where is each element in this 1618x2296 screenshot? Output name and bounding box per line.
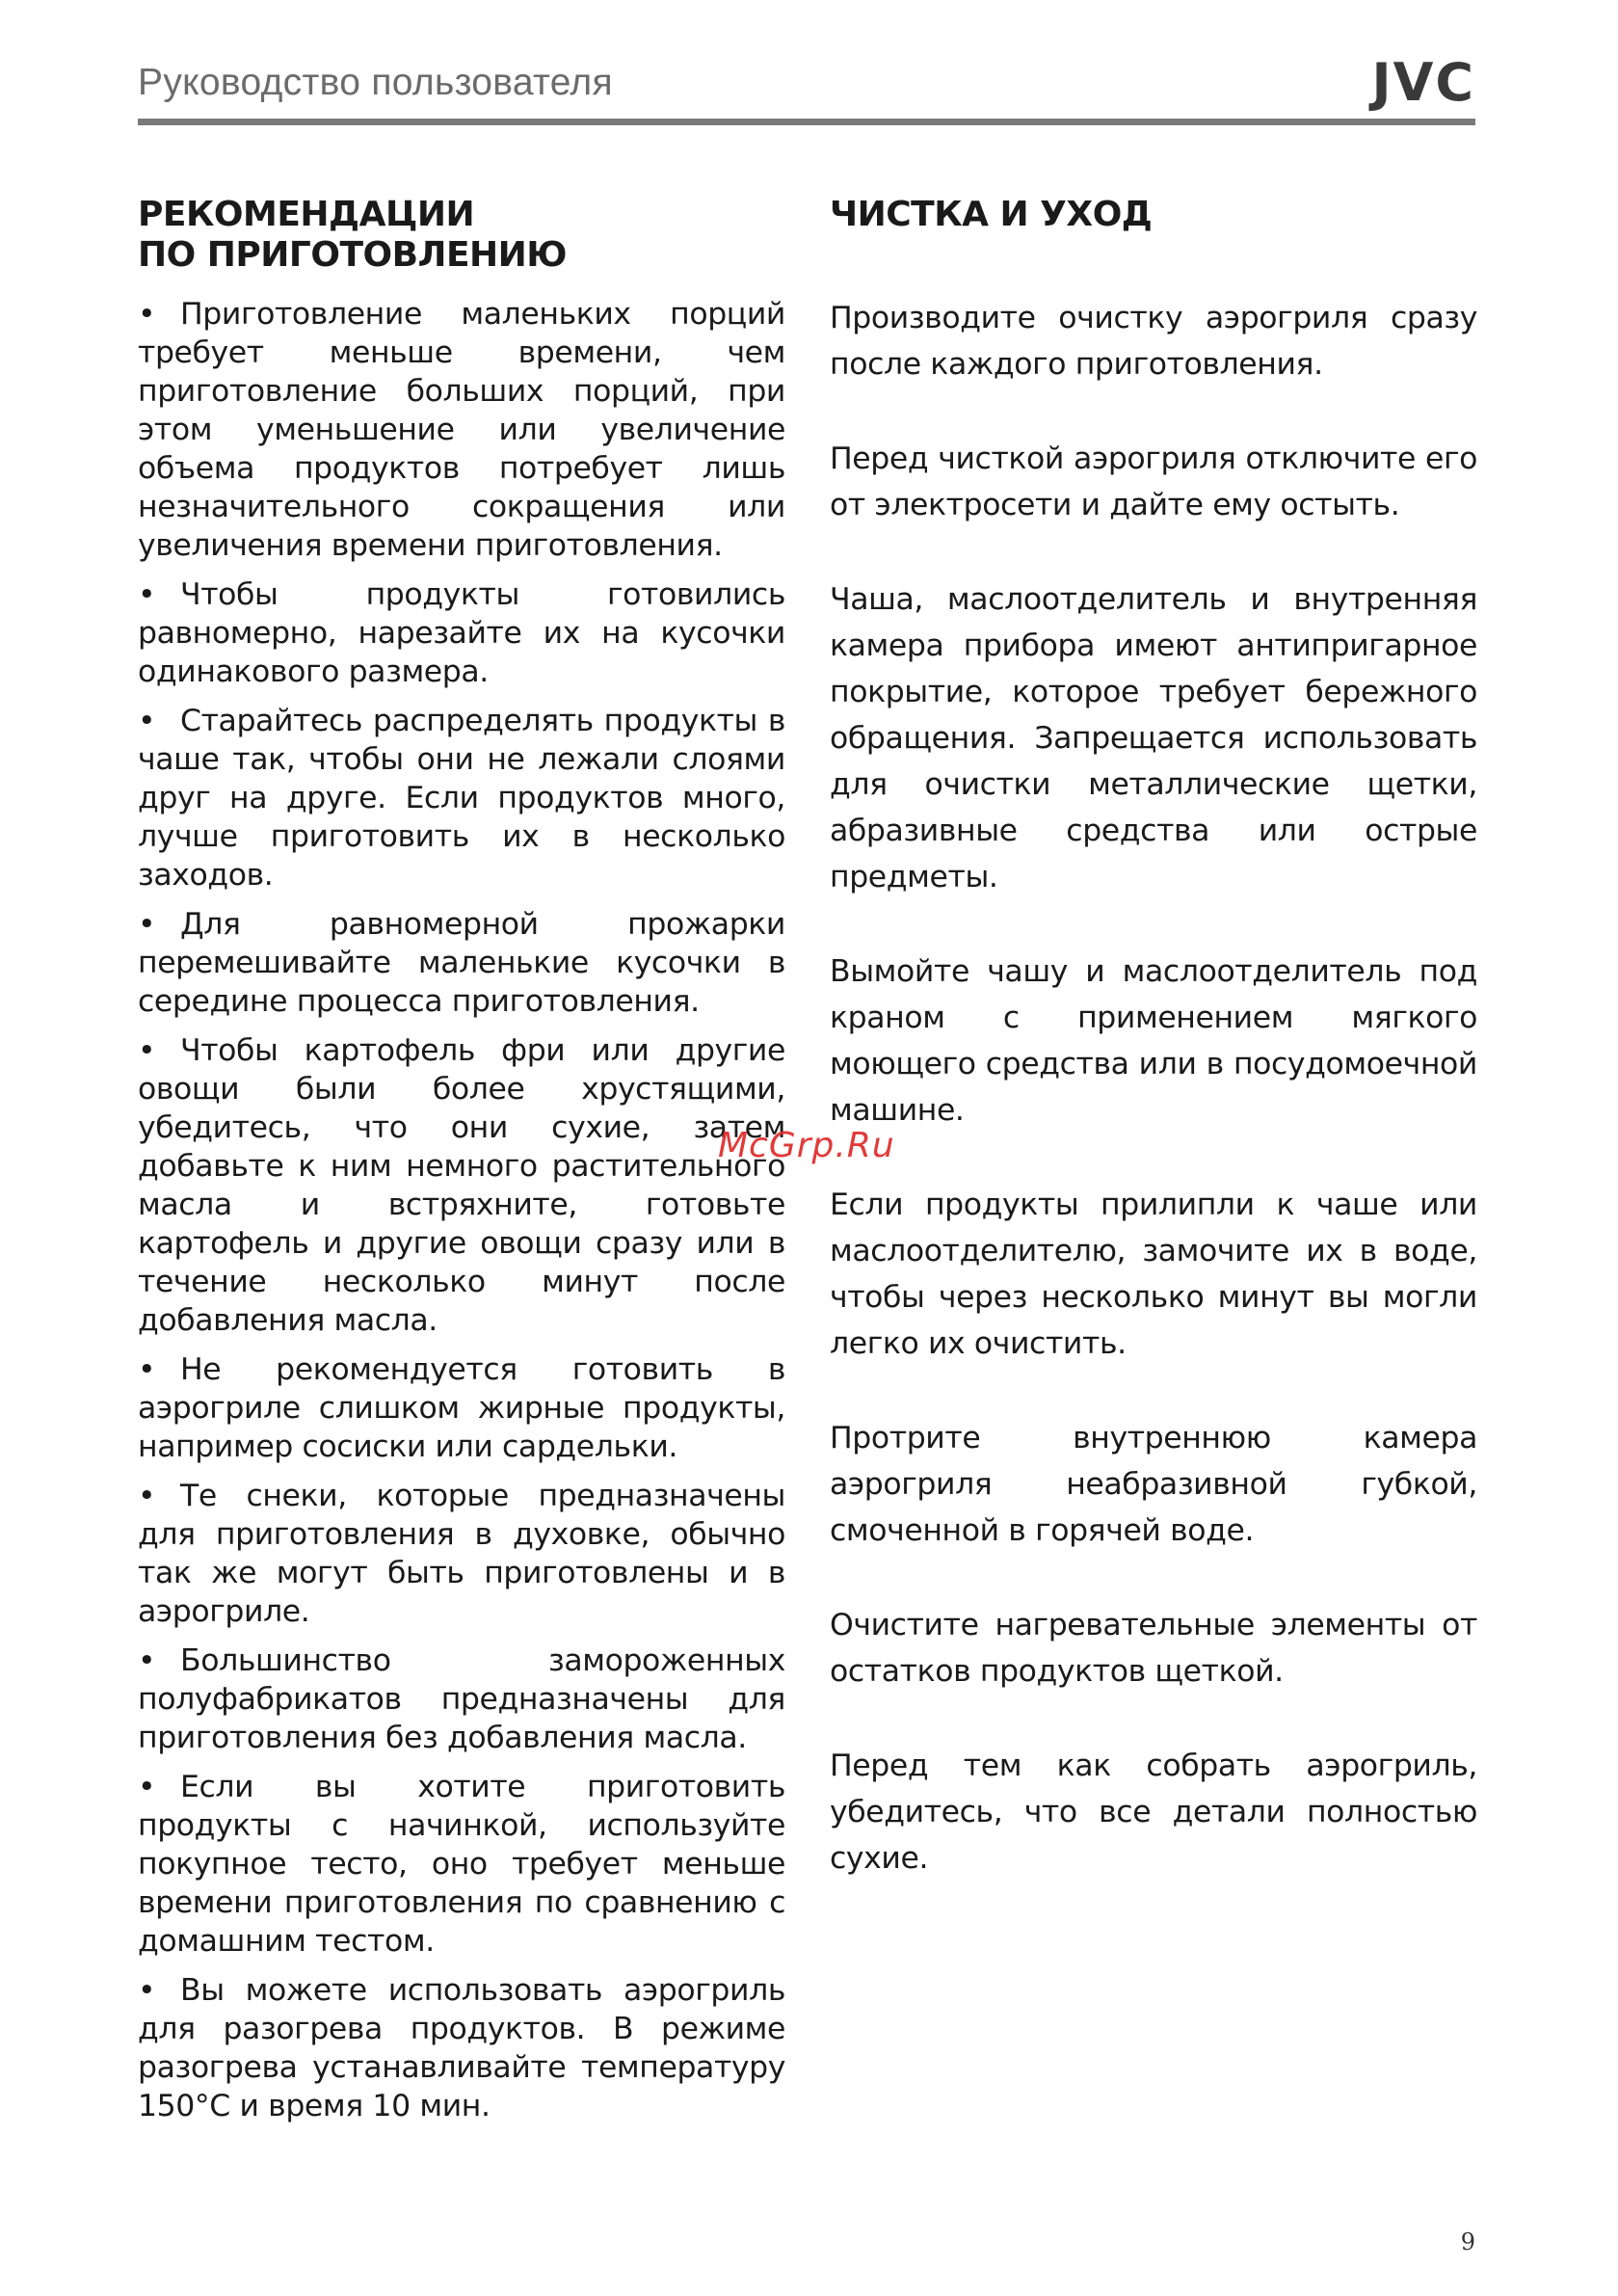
- cleaning-paragraph: Протрите внутреннюю камера аэрогриля неабразивной губкой, смоченной в горячей воде.: [830, 1421, 1477, 1548]
- cleaning-heading: ЧИСТКА И УХОД: [830, 195, 1153, 234]
- watermark: McGrp.Ru: [718, 1126, 895, 1165]
- cleaning-paragraph: Перед тем как собрать аэрогриль, убедитесь, что все детали полностью сухие.: [830, 1749, 1477, 1876]
- header-divider: [138, 119, 1475, 125]
- list-item: • Большинство замороженных полуфабрикатов предназначены для приготовления без добавления масла.: [138, 1643, 785, 1755]
- cleaning-paragraph: Вымойте чашу и маслоотделитель под краном с применением мягкого моющего средства или в посудомоечной машине.: [830, 954, 1477, 1128]
- list-item: • Старайтесь распределять продукты в чаше так, чтобы они не лежали слоями друг на друге. Если продуктов много, лучше приготовить их в несколько заходов.: [138, 704, 785, 893]
- recommendations-heading: [138, 195, 785, 281]
- list-item: • Чтобы картофель фри или другие овощи были более хрустящими, убедитесь, что они сухие, затем добавьте к ним немного растительного масла и встряхните, готовьте картофель и другие овощи сразу или в течение несколько минут после добавления масла.: [138, 1033, 785, 1338]
- list-item: • Приготовление маленьких порций требует меньше времени, чем приготовление больших порций, при этом уменьшение или увеличение объема продуктов потребует лишь незначительного сокращения или увеличения времени приготовления.: [138, 297, 785, 563]
- recommendations-heading-line2: ПО ПРИГОТОВЛЕНИЮ: [138, 235, 568, 275]
- bullet-icon: •: [138, 704, 156, 738]
- header-title: Руководство пользователя: [138, 62, 613, 103]
- bullet-icon: •: [138, 1770, 156, 1804]
- bullet-icon: •: [138, 297, 156, 332]
- bullet-icon: •: [138, 907, 156, 942]
- cleaning-paragraph: Производите очистку аэрогриля сразу после каждого приготовления.: [830, 301, 1477, 382]
- cleaning-paragraph: Чаша, маслоотделитель и внутренняя камера прибора имеют антипригарное покрытие, которое требует бережного обращения. Запрещается использовать для очистки металлические щетки, абразивные средства или острые предметы.: [830, 582, 1477, 894]
- list-item: • Для равномерной прожарки перемешивайте маленькие кусочки в середине процесса приготовления.: [138, 907, 785, 1019]
- cleaning-paragraph: Очистите нагревательные элементы от остатков продуктов щеткой.: [830, 1608, 1477, 1689]
- recommendations-heading-line1: РЕКОМЕНДАЦИИ: [138, 195, 475, 234]
- cleaning-paragraph: Если продукты прилипли к чаше или маслоотделителю, замочите их в воде, чтобы через несколько минут вы могли легко их очистить.: [830, 1188, 1477, 1361]
- page-number: 9: [1460, 2229, 1475, 2256]
- list-item: • Те снеки, которые предназначены для приготовления в духовке, обычно так же могут быть приготовлены и в аэрогриле.: [138, 1479, 785, 1629]
- list-item: • Если вы хотите приготовить продукты с начинкой, используйте покупное тесто, оно требует меньше времени приготовления по сравнению с домашним тестом.: [138, 1770, 785, 1959]
- bullet-icon: •: [138, 1033, 156, 1068]
- bullet-icon: •: [138, 1643, 156, 1678]
- page-header: [138, 52, 1475, 125]
- bullet-icon: •: [138, 1352, 156, 1387]
- list-item: • Не рекомендуется готовить в аэрогриле слишком жирные продукты, например сосиски или сардельки.: [138, 1352, 785, 1464]
- recommendations-list: [138, 295, 785, 2125]
- recommendations-column: [138, 195, 785, 2136]
- list-item: • Вы можете использовать аэрогриль для разогрева продуктов. В режиме разогрева устанавливайте температуру 150°С и время 10 мин.: [138, 1973, 785, 2123]
- jvc-logo: JVC: [1371, 52, 1475, 113]
- cleaning-paragraph: Перед чисткой аэрогриля отключите его от электросети и дайте ему остыть.: [830, 441, 1477, 522]
- list-item: • Чтобы продукты готовились равномерно, нарезайте их на кусочки одинакового размера.: [138, 577, 785, 689]
- bullet-icon: •: [138, 1479, 156, 1513]
- cleaning-column: [830, 195, 1477, 1930]
- bullet-icon: •: [138, 1973, 156, 2008]
- bullet-icon: •: [138, 577, 156, 612]
